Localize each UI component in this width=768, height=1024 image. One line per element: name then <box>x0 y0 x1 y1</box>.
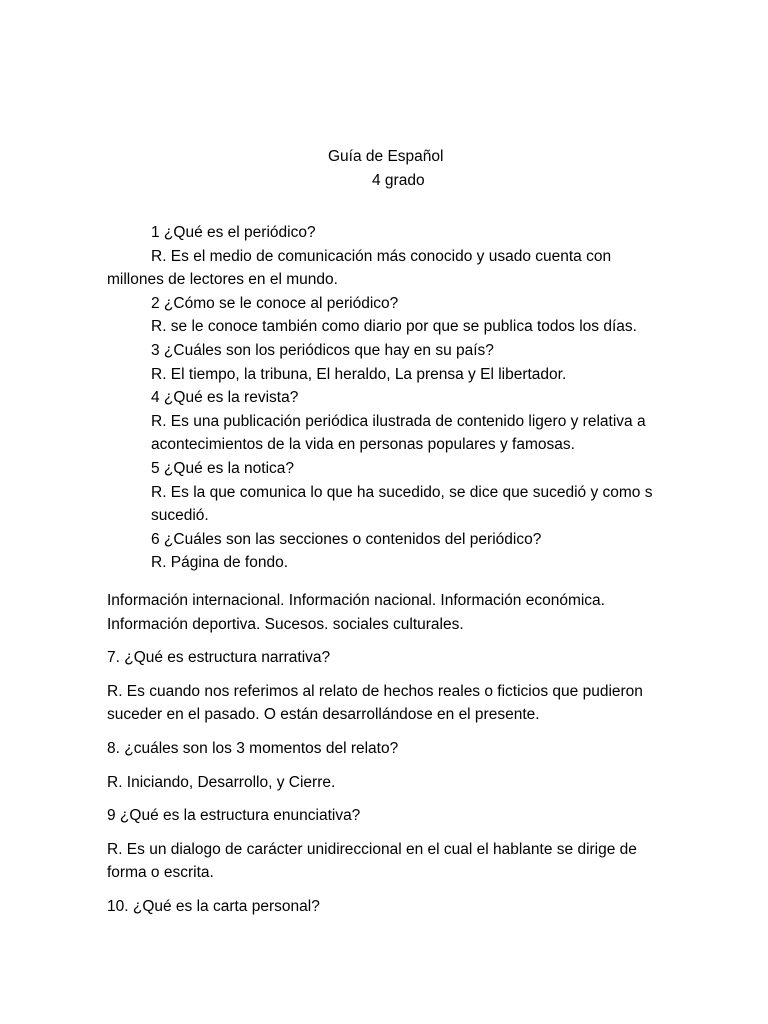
question-7: 7. ¿Qué es estructura narrativa? <box>107 649 331 667</box>
question-4: 4 ¿Qué es la revista? <box>151 389 299 407</box>
question-1: 1 ¿Qué es el periódico? <box>151 224 316 241</box>
question-9: 9 ¿Qué es la estructura enunciativa? <box>107 807 361 825</box>
question-10: 10. ¿Qué es la carta personal? <box>107 897 320 915</box>
question-3: 3 ¿Cuáles son los periódicos que hay en su país? <box>151 341 494 359</box>
question-5: 5 ¿Qué es la notica? <box>151 459 295 477</box>
question-6: 6 ¿Cuáles son las secciones o contenidos del periódico? <box>151 530 542 548</box>
answer-8: R. Iniciando, Desarrollo, y Cierre. <box>107 773 336 791</box>
numbered-questions <box>107 221 667 575</box>
paragraph-sections-list: Información internacional. Información nacional. Información económica. Información deportiva. Sucesos. sociales culturales. <box>107 592 605 633</box>
body-paragraphs <box>107 589 667 929</box>
answer-1: R. Es el medio de comunicación más conocido y usado cuenta con millones de lectores en el mundo. <box>107 247 612 289</box>
answer-3: R. El tiempo, la tribuna, El heraldo, La prensa y El libertador. <box>151 365 567 383</box>
answer-6: R. Página de fondo. <box>151 554 289 572</box>
question-2: 2 ¿Cómo se le conoce al periódico? <box>151 294 399 312</box>
answer-4: R. Es una publicación periódica ilustrada de contenido ligero y relativa a acontecimientos de la vida en personas populares y famosas. <box>151 412 646 454</box>
answer-5: R. Es la que comunica lo que ha sucedido, se dice que sucedió y como s sucedió. <box>151 483 653 525</box>
document-grade: 4 grado <box>372 172 425 189</box>
document-title: Guía de Español <box>328 148 444 165</box>
question-8: 8. ¿cuáles son los 3 momentos del relato? <box>107 739 399 757</box>
answer-9: R. Es un dialogo de carácter unidireccional en el cual el hablante se dirige de forma o escrita. <box>107 840 637 882</box>
answer-2: R. se le conoce también como diario por que se publica todos los días. <box>151 318 637 336</box>
answer-7: R. Es cuando nos referimos al relato de hechos reales o ficticios que pudieron suceder en el pasado. O están desarrollándose en el presente. <box>107 682 643 724</box>
